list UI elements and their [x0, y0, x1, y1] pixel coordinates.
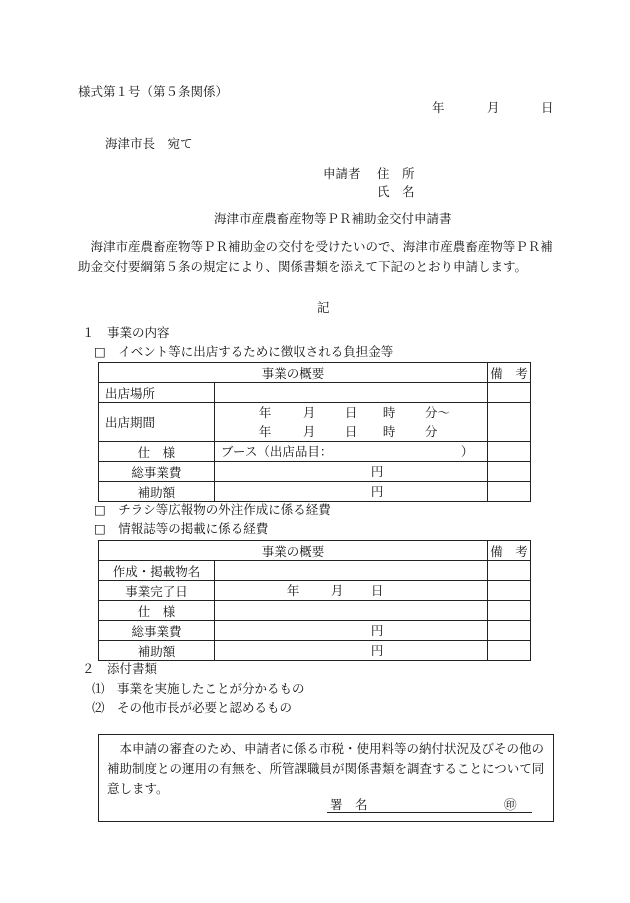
section2-heading: ２ 添付書類: [82, 661, 158, 676]
t2-completion-day: 日: [370, 583, 384, 598]
t1-subsidy-value[interactable]: [214, 482, 487, 502]
event-table: [98, 362, 531, 502]
t1-spec-remarks[interactable]: [488, 442, 531, 462]
t1-period-d2: 日: [344, 424, 358, 439]
t2-header-remarks: 備 考: [488, 541, 531, 561]
t1-header-remarks: 備 考: [488, 363, 531, 383]
t1-row-spec: 仕 様: [99, 442, 215, 462]
seal-mark: ㊞: [504, 797, 517, 812]
t1-period-h1: 時: [382, 405, 396, 420]
t2-completion-value[interactable]: [214, 581, 487, 601]
t2-row-name: 作成・掲載物名: [99, 561, 215, 581]
t1-period-d1: 日: [344, 405, 358, 420]
t1-row-period: 出店期間: [99, 403, 215, 442]
t2-completion-year: 年: [286, 583, 300, 598]
date-year: 年: [432, 100, 445, 115]
t1-period-value[interactable]: [214, 403, 487, 442]
t2-total-yen: 円: [370, 623, 384, 638]
t1-period-m1: 月: [302, 405, 316, 420]
section1-item3: □ 情報誌等の掲載に係る経費: [94, 521, 269, 536]
t1-period-min1: 分～: [424, 405, 450, 420]
t1-period-m2: 月: [302, 424, 316, 439]
t1-total-value[interactable]: [214, 462, 487, 482]
section2-item2: ⑵ その他市長が必要と認めるもの: [92, 700, 293, 715]
applicant-label: 申請者: [323, 166, 361, 181]
addressee: 海津市長 宛て: [105, 136, 193, 151]
t1-period-remarks[interactable]: [488, 403, 531, 442]
document-title: 海津市産農畜産物等ＰＲ補助金交付申請書: [214, 211, 452, 226]
intro-paragraph: 海津市産農畜産物等ＰＲ補助金の交付を受けたいので、海津市産農畜産物等ＰＲ補助金交付要綱第５条の規定により、関係書類を添えて下記のとおり申請します。: [78, 239, 553, 274]
t1-total-yen: 円: [370, 464, 384, 479]
t1-place-remarks[interactable]: [488, 383, 531, 403]
ki-label: 記: [317, 300, 330, 315]
section1-item1: □ イベント等に出店するために徴収される負担金等: [94, 344, 394, 359]
t2-name-remarks[interactable]: [488, 561, 531, 581]
signature-label: 署 名: [330, 797, 368, 812]
t1-period-y1: 年: [258, 405, 272, 420]
t2-completion-month: 月: [330, 583, 344, 598]
t2-row-completion: 事業完了日: [99, 581, 215, 601]
t2-subsidy-value[interactable]: [214, 641, 487, 661]
t2-total-value[interactable]: [214, 621, 487, 641]
section1-heading: １ 事業の内容: [82, 325, 170, 340]
t1-period-y2: 年: [258, 424, 272, 439]
applicant-name-label: 氏 名: [377, 184, 415, 199]
t2-header-summary: 事業の概要: [99, 541, 488, 561]
date-month: 月: [487, 100, 500, 115]
t1-subsidy-yen: 円: [370, 484, 384, 499]
t2-spec-remarks[interactable]: [488, 601, 531, 621]
applicant-address-label: 住 所: [377, 166, 415, 181]
form-number: 様式第１号（第５条関係）: [78, 84, 229, 99]
t2-total-remarks[interactable]: [488, 621, 531, 641]
t2-row-spec: 仕 様: [99, 601, 215, 621]
t1-spec-close: ）: [460, 444, 474, 459]
t1-total-remarks[interactable]: [488, 462, 531, 482]
t2-name-value[interactable]: [214, 561, 487, 581]
t1-row-total: 総事業費: [99, 462, 215, 482]
consent-box: [98, 734, 554, 822]
t1-row-place: 出店場所: [99, 383, 215, 403]
magazine-table: [98, 540, 531, 661]
section1-item2: □ チラシ等広報物の外注作成に係る経費: [94, 502, 331, 517]
t2-subsidy-remarks[interactable]: [488, 641, 531, 661]
consent-text: 本申請の審査のため、申請者に係る市税・使用料等の納付状況及びその他の補助制度との運用の有無を、所管課職員が関係書類を調査することについて同意します。: [107, 741, 545, 796]
t1-period-min2: 分: [424, 424, 438, 439]
t2-row-total: 総事業費: [99, 621, 215, 641]
t1-subsidy-remarks[interactable]: [488, 482, 531, 502]
t1-spec-value[interactable]: [214, 442, 487, 462]
section2-item1: ⑴ 事業を実施したことが分かるもの: [92, 681, 305, 696]
t1-period-h2: 時: [382, 424, 396, 439]
t2-subsidy-yen: 円: [370, 643, 384, 658]
t1-spec-text: ブース（出店品目：: [220, 444, 333, 459]
t1-place-value[interactable]: [214, 383, 487, 403]
t2-row-subsidy: 補助額: [99, 641, 215, 661]
t2-completion-remarks[interactable]: [488, 581, 531, 601]
t2-spec-value[interactable]: [214, 601, 487, 621]
date-day: 日: [541, 100, 554, 115]
signature-line[interactable]: [327, 812, 532, 813]
t1-row-subsidy: 補助額: [99, 482, 215, 502]
t1-header-summary: 事業の概要: [99, 363, 488, 383]
